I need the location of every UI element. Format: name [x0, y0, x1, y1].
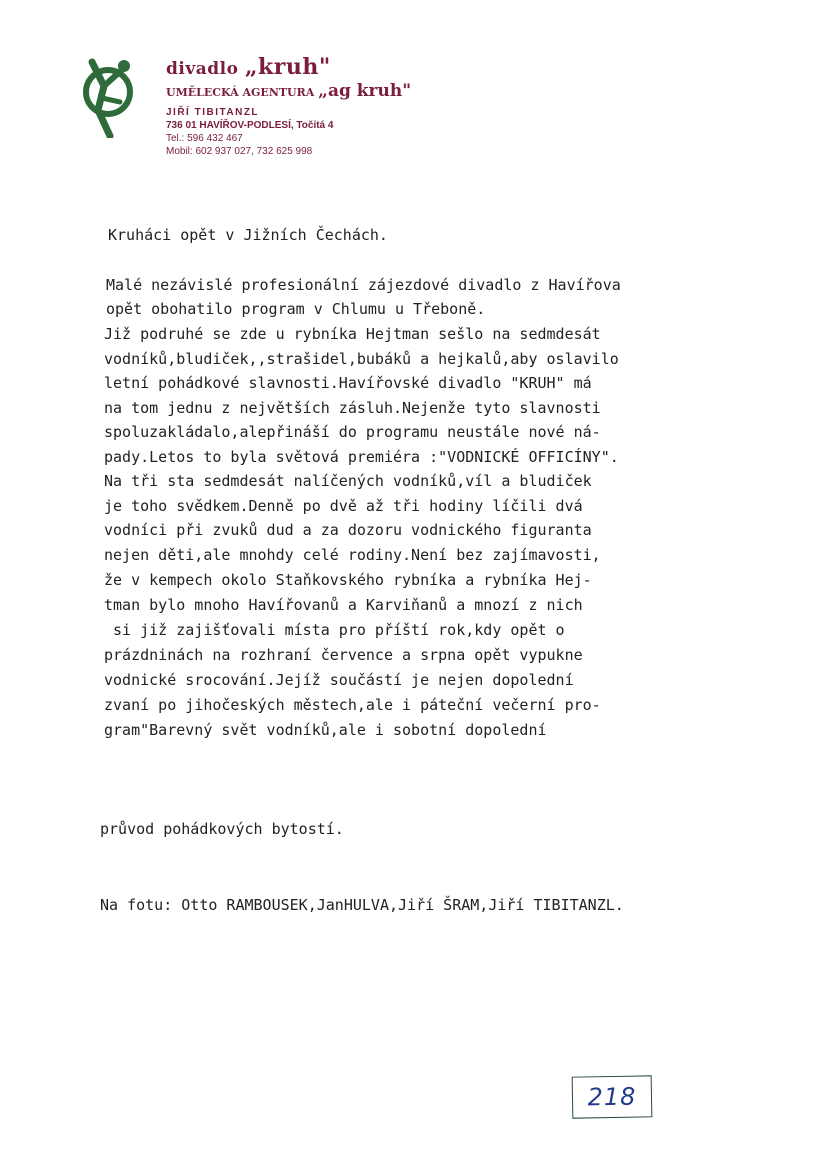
contact-mobile: Mobil: 602 937 027, 732 625 998	[166, 146, 313, 157]
article-line: vodníci při zvuků dud a za dozoru vodnického figuranta	[104, 521, 592, 539]
article-line: Na tři sta sedmdesát nalíčených vodníků,víl a bludiček	[104, 472, 592, 490]
article-line: je toho svědkem.Denně po dvě až tři hodiny líčili dvá	[104, 497, 583, 515]
agency-label: UMĚLECKÁ AGENTURA	[166, 86, 315, 99]
article-line: opět obohatilo program v Chlumu u Třeboně.	[106, 300, 486, 318]
article-line: na tom jednu z největších zásluh.Nejenže tyto slavnosti	[104, 399, 601, 417]
agency-brand: „ag kruh"	[318, 81, 412, 101]
article-line: si již zajišťovali místa pro příští rok,kdy opět o	[104, 621, 565, 639]
theatre-name-main: „kruh"	[244, 54, 331, 80]
article-line: prázdninách na rozhraní července a srpna opět vypukne	[104, 646, 583, 664]
article-line: spoluzakládalo,alepřináší do programu neustále nové ná-	[104, 423, 601, 441]
page-number: 218	[587, 1082, 637, 1112]
article-heading: Kruháci opět v Jižních Čechách.	[108, 226, 388, 244]
article-line: vodníků,bludiček,,strašidel,bubáků a hejkalů,aby oslavilo	[104, 350, 619, 368]
article-line: Malé nezávislé profesionální zájezdové divadlo z Havířova	[106, 276, 621, 294]
article-closing: průvod pohádkových bytostí.	[100, 820, 344, 838]
contact-phone: Tel.: 596 432 467	[166, 133, 243, 144]
contact-person: JIŘÍ TIBITANZL	[166, 107, 260, 118]
article-line: zvaní po jihočeských městech,ale i páteční večerní pro-	[104, 696, 601, 714]
article-line: nejen děti,ale mnohdy celé rodiny.Není bez zajímavosti,	[104, 546, 601, 564]
article-line: tman bylo mnoho Havířovanů a Karviňanů a mnozí z nich	[104, 596, 583, 614]
article-line: Již podruhé se zde u rybníka Hejtman sešlo na sedmdesát	[104, 325, 601, 343]
contact-address: 736 01 HAVÍŘOV-PODLESÍ, Točitá 4	[166, 120, 334, 131]
article-line: letní pohádkové slavnosti.Havířovské divadlo "KRUH" má	[104, 374, 592, 392]
article-line: že v kempech okolo Staňkovského rybníka a rybníka Hej-	[104, 571, 592, 589]
article-line: vodnické srocování.Jejíž součástí je nejen dopolední	[104, 671, 574, 689]
page-number-box	[572, 1075, 653, 1118]
article-line: gram"Barevný svět vodníků,ale i sobotní dopolední	[104, 721, 547, 739]
theatre-name-prefix: divadlo	[166, 59, 239, 79]
photo-caption: Na fotu: Otto RAMBOUSEK,JanHULVA,Jiří ŠRAM,Jiří TIBITANZL.	[100, 896, 624, 914]
article-line: pady.Letos to byla světová premiéra :"VODNICKÉ OFFICÍNY".	[104, 448, 619, 466]
